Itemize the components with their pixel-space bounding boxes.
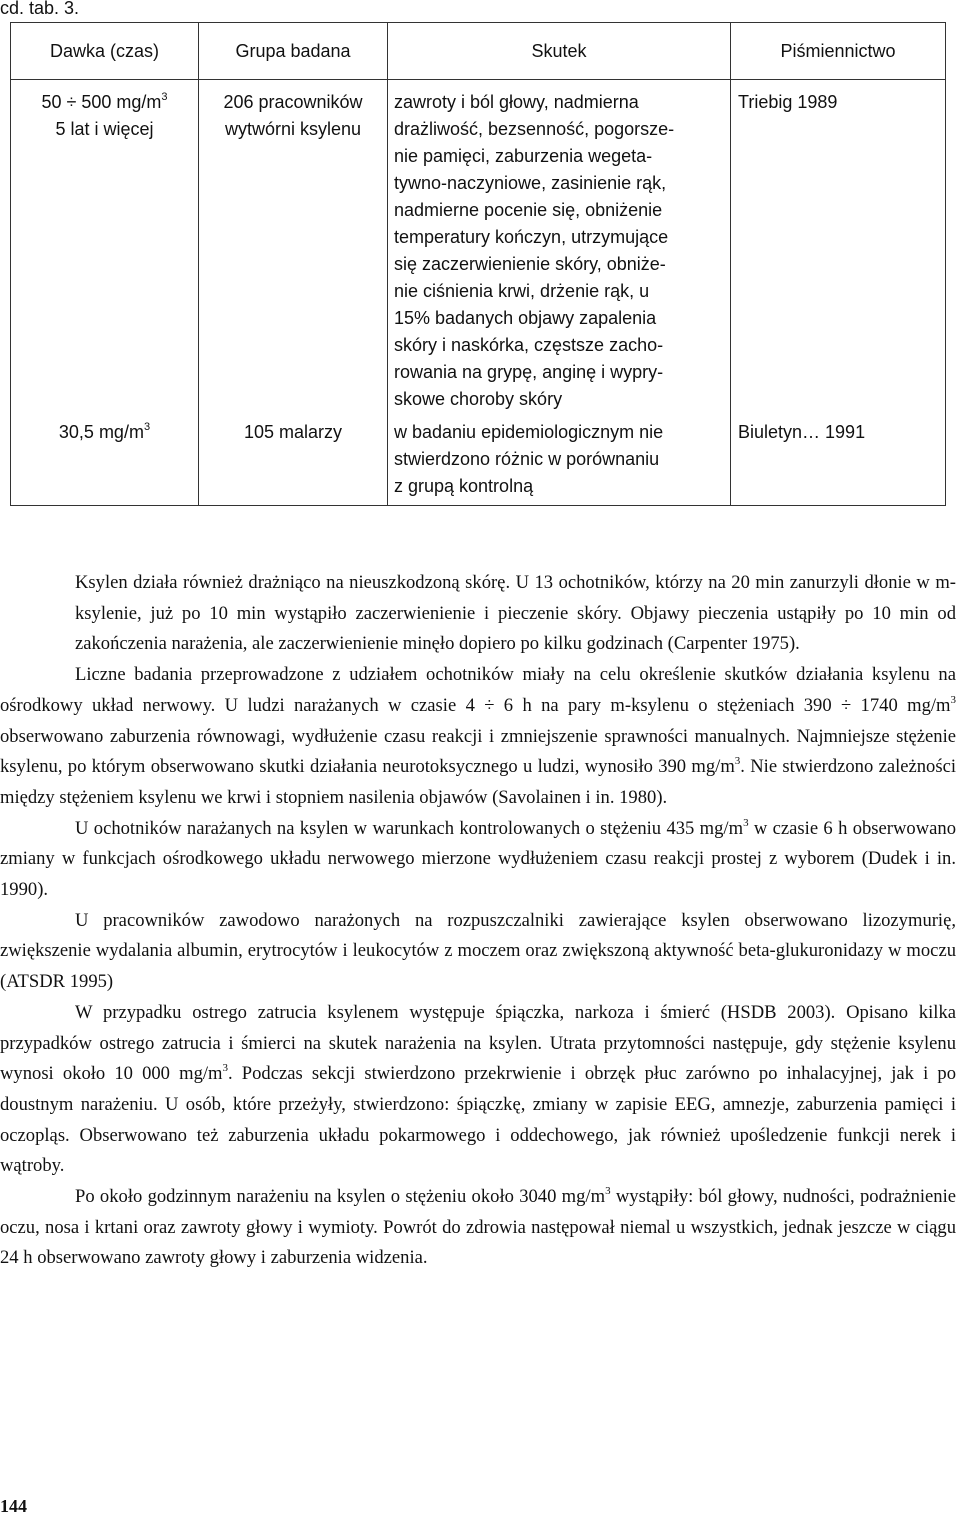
paragraph-text: . Nie stwierdzono zależności między stężeniem ksylenu we krwi i stopniem nasilenia objawów (Savolainen i in. 1980). [0, 756, 956, 808]
paragraph-text: obserwowano zaburzenia równowagi, wydłużenie czasu reakcji i zmniejszenie sprawności manualnych. Najmniejsze stężenie ksylenu, po którym obserwowano skutki działania neurotoksycznego u ludzi, wynosiło 390 mg/m [0, 725, 956, 778]
effect-line: nie pamięci, zaburzenia wegeta- [394, 146, 653, 166]
header-effect: Skutek [388, 23, 731, 80]
group-line: wytwórni ksylenu [224, 119, 362, 139]
paragraph-text: wystąpiły: ból głowy, nudności, podrażnienie oczu, nosa i krtani oraz zawroty głowy i wymioty. Powrót do zdrowia następował niemal u wszystkich, jednak jeszcze w ciągu 24 h obserwowano zawroty głowy i zaburzenia widzenia. [0, 1186, 956, 1269]
dose-value: 50 ÷ 500 mg/m [41, 92, 162, 112]
paragraph [0, 906, 956, 998]
paragraph-text: w czasie 6 h obserwowano zmiany w funkcjach ośrodkowego układu nerwowego mierzone wydłużeniem czasu reakcji prostej z wyborem (Dudek i in. 1990). [0, 817, 956, 901]
cell-reference: Biuletyn… 1991 [731, 413, 946, 506]
paragraph-text: . Podczas sekcji stwierdzono przekrwienie i obrzęk płuc zarówno po inhalacyjnej, jak i po doustnym narażeniu. U osób, które przeżyły, stwierdzono: śpiączkę, zmiany w zapisie EEG, amnezje, zaburzenia pamięci i oczopląs. Obserwowano też zaburzenia układu pokarmowego i oddechowego, jak również upośledzenie funkcji nerek i wątroby. [0, 1063, 956, 1177]
unit-exponent: 3 [743, 816, 749, 829]
paragraph-text: U ochotników narażanych na ksylen w warunkach kontrolowanych o stężeniu 435 mg/m [75, 817, 744, 839]
dose-duration: 5 lat i więcej [55, 119, 154, 139]
body-text [0, 568, 956, 1274]
dose-unit-exponent: 3 [143, 421, 151, 433]
effect-line: nadmierne pocenie się, obniżenie [394, 200, 663, 220]
unit-exponent: 3 [222, 1062, 228, 1075]
cell-reference: Triebig 1989 [731, 80, 946, 414]
paragraph-text: Ksylen działa również drażniąco na nieuszkodzoną skórę. U 13 ochotników, którzy na 20 min zanurzyli dłonie w m-ksylenie, już po 10 min wystąpiło zaczerwienienie i pieczenie skóry. Objawy pieczenia ustąpiły po 10 min od zakończenia narażenia, ale zaczerwienienie minęło dopiero po kilku godzinach (Carpenter 1975). [75, 572, 956, 655]
dose-unit-exponent: 3 [161, 91, 168, 103]
paragraph [0, 660, 956, 814]
paragraph-text: Po około godzinnym narażeniu na ksylen o stężeniu około 3040 mg/m [75, 1186, 606, 1208]
exposure-effects-table [10, 22, 946, 506]
cell-group [199, 80, 388, 414]
effect-line: z grupą kontrolną [394, 476, 534, 496]
unit-exponent: 3 [950, 693, 956, 706]
effect-line: w badaniu epidemiologicznym nie [394, 422, 664, 442]
table-header-row [11, 23, 946, 80]
effect-line: drażliwość, bezsenność, pogorsze- [394, 119, 675, 139]
effect-line: się zaczerwienienie skóry, obniże- [394, 254, 666, 274]
paragraph-text: W przypadku ostrego zatrucia ksylenem występuje śpiączka, narkoza i śmierć (HSDB 2003). Opisano kilka przypadków ostrego zatrucia i śmierci na skutek narażenia na ksylen. Utrata przytomności następuje, gdy stężenie ksylenu wynosi około 10 000 mg/m [0, 1001, 956, 1085]
paragraph [0, 568, 956, 660]
effect-line: skóry i naskórka, częstsze zacho- [394, 335, 664, 355]
paragraph [0, 998, 956, 1182]
cell-group: 105 malarzy [199, 413, 388, 506]
effect-line: zawroty i ból głowy, nadmierna [394, 92, 639, 112]
dose-value: 30,5 mg/m [58, 422, 144, 442]
table-row [11, 413, 946, 506]
effect-line: rowania na grypę, anginę i wypry- [394, 362, 664, 382]
cell-dose [11, 80, 199, 414]
cell-effect [388, 80, 731, 414]
effect-line: temperatury kończyn, utrzymujące [394, 227, 669, 247]
cell-effect [388, 413, 731, 506]
unit-exponent: 3 [734, 755, 741, 768]
effect-line: nie ciśnienia krwi, drżenie rąk, u [394, 281, 650, 301]
page-number: 144 [0, 1496, 27, 1516]
effect-line: stwierdzono różnic w porównaniu [394, 449, 660, 469]
group-line: 206 pracowników [223, 92, 363, 112]
header-reference: Piśmiennictwo [731, 23, 946, 80]
paragraph [0, 814, 956, 906]
header-group: Grupa badana [199, 23, 388, 80]
paragraph-text: U pracowników zawodowo narażonych na rozpuszczalniki zawierające ksylen obserwowano lizozymurię, zwiększenie wydalania albumin, erytrocytów i leukocytów z moczem oraz zwiększoną aktywność beta-glukuronidazy w moczu (ATSDR 1995) [0, 909, 956, 993]
header-dose: Dawka (czas) [11, 23, 199, 80]
paragraph-text: Liczne badania przeprowadzone z udziałem ochotników miały na celu określenie skutków działania ksylenu na ośrodkowy układ nerwowy. U ludzi narażanych w czasie 4 ÷ 6 h na pary m-ksylenu o stężeniach 390 ÷ 1740 mg/m [0, 664, 956, 716]
table-caption: cd. tab. 3. [0, 0, 80, 18]
cell-dose [11, 413, 199, 506]
effect-line: tywno-naczyniowe, zasinienie rąk, [394, 173, 667, 193]
effect-line: 15% badanych objawy zapalenia [394, 308, 657, 328]
paragraph [0, 1182, 956, 1274]
effect-line: skowe choroby skóry [394, 389, 563, 409]
unit-exponent: 3 [605, 1185, 611, 1198]
table-row [11, 80, 946, 414]
